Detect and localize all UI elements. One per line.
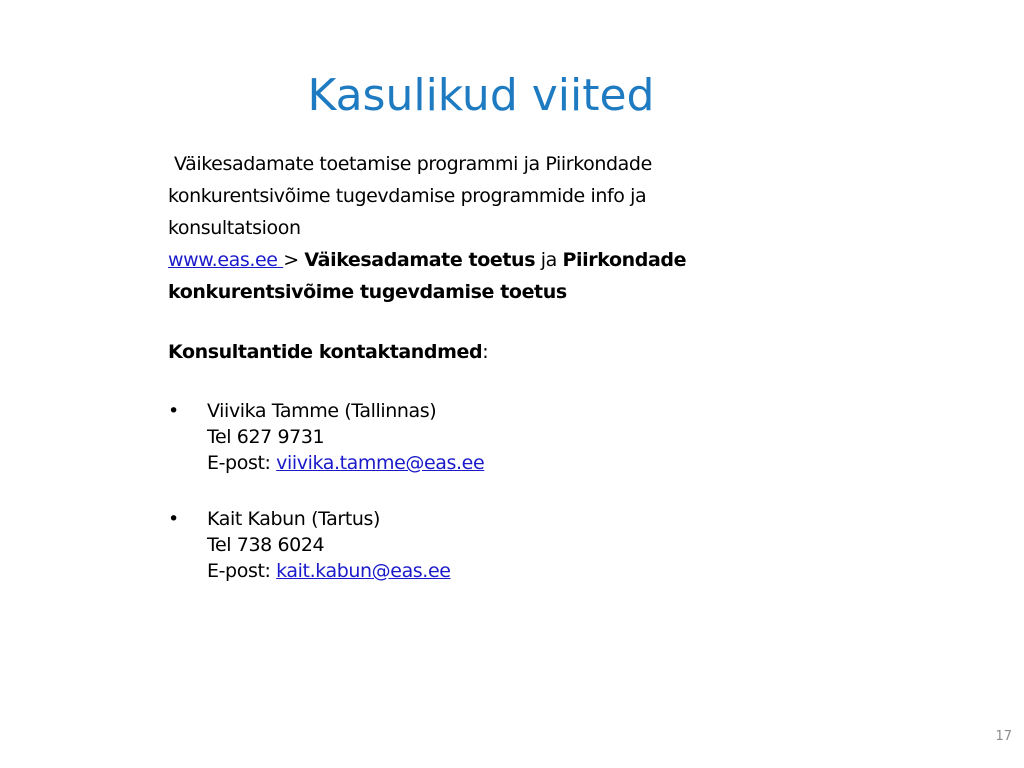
link-line-continued (168, 276, 788, 308)
slide-content (168, 148, 788, 614)
joiner-text: ja (535, 249, 563, 271)
slide-title: Kasulikud viited (307, 70, 655, 121)
contacts-heading (168, 336, 788, 368)
contact-email-label: E-post: (207, 452, 277, 474)
intro-line-2: konkurentsivõime tugevdamise programmide info ja (168, 185, 647, 207)
bullet-icon: • (168, 400, 179, 422)
small-harbours-support-label: Väikesadamate toetus (304, 249, 536, 271)
contact-email-line (207, 450, 788, 476)
intro-line-1: Väikesadamate toetamise programmi ja Piirkondade (174, 153, 652, 175)
contact-item (168, 398, 788, 476)
regional-support-label-part2: konkurentsivõime tugevdamise toetus (168, 281, 567, 303)
intro-line-3: konsultatsioon (168, 217, 301, 239)
contact-phone: Tel 627 9731 (207, 426, 325, 448)
bullet-icon: • (168, 508, 179, 530)
contact-email-label: E-post: (207, 560, 277, 582)
contact-email-link[interactable]: viivika.tamme@eas.ee (276, 452, 485, 474)
contacts-heading-colon: : (482, 341, 489, 363)
contact-email-link[interactable]: kait.kabun@eas.ee (276, 560, 451, 582)
link-line (168, 244, 788, 276)
eas-website-link[interactable]: www.eas.ee (168, 249, 284, 271)
contact-name: Viivika Tamme (Tallinnas) (207, 400, 437, 422)
spacer (168, 308, 788, 336)
contacts-list (168, 398, 788, 584)
contacts-heading-text: Konsultantide kontaktandmed (168, 341, 483, 363)
regional-support-label-part1: Piirkondade (562, 249, 687, 271)
contact-name: Kait Kabun (Tartus) (207, 508, 381, 530)
page-number: 17 (995, 729, 1012, 744)
contact-phone: Tel 738 6024 (207, 534, 325, 556)
arrow-separator: > (283, 249, 305, 271)
contact-item (168, 506, 788, 584)
contact-email-line (207, 558, 788, 584)
